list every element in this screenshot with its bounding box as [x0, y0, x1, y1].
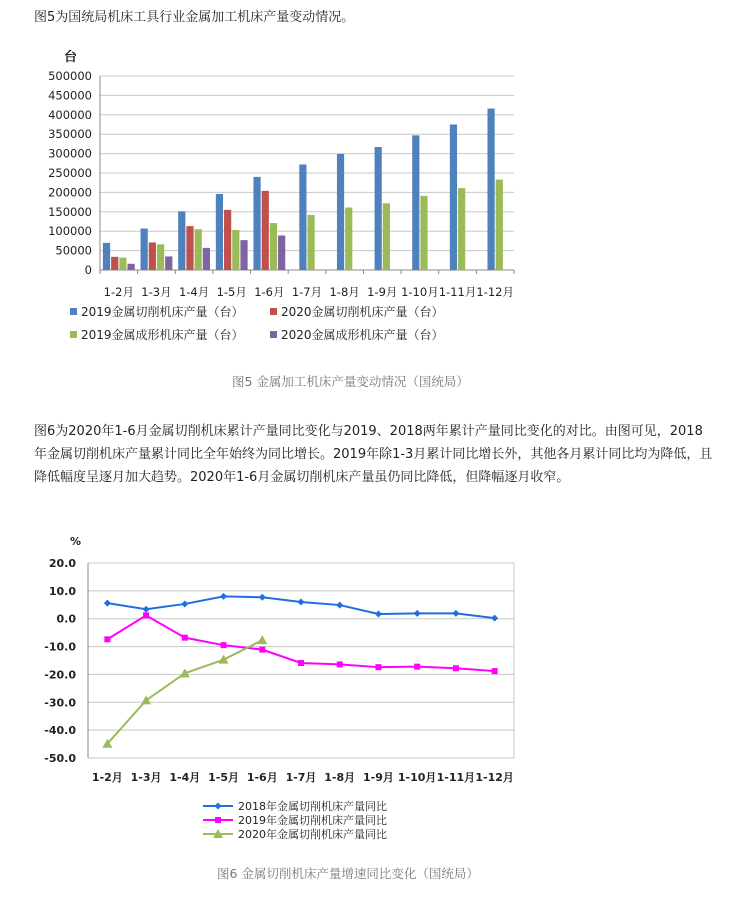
bar-chart-legend-label: 2020金属切削机床产量（台） [281, 305, 444, 319]
line-chart-marker [182, 635, 188, 641]
line-chart-marker [181, 600, 188, 607]
bar-chart-y-tick-label: 0 [84, 263, 92, 277]
line-chart-x-ticks [92, 771, 514, 784]
bar-chart-bar [450, 125, 457, 271]
line-chart-y-tick-label: -40.0 [44, 724, 76, 738]
line-chart-marker [220, 593, 227, 600]
bar-chart-x-tick-label: 1-2月 [103, 285, 134, 299]
intro-paragraph: 图5为国统局机床工具行业金属加工机床产量变动情况。 [34, 10, 355, 25]
bar-chart-bar [262, 191, 269, 270]
bar-chart-x-tick-label: 1-7月 [291, 285, 323, 299]
bar-chart-y-tick-label: 350000 [48, 127, 92, 142]
bar-chart-x-tick-label: 1-10月 [401, 285, 439, 299]
line-chart-marker [143, 612, 149, 618]
figure5-caption: 图5 金属加工机床产量变动情况（国统局） [232, 374, 469, 389]
line-chart-x-tick-label: 1-5月 [208, 771, 239, 784]
line-chart-series [102, 593, 498, 748]
line-chart-x-tick-label: 1-11月 [436, 771, 476, 784]
line-chart-x-tick-label: 1-4月 [169, 771, 201, 784]
bar-chart-bar [195, 229, 202, 270]
bar-chart-legend-swatch [70, 331, 77, 338]
bar-chart-bar [157, 244, 164, 270]
bar-chart-x-ticks [104, 285, 514, 299]
bar-chart-bar [496, 180, 503, 270]
figure6-caption: 图6 金属切削机床产量增速同比变化（国统局） [217, 866, 479, 881]
line-chart-y-tick-label: -10.0 [44, 640, 76, 654]
bar-chart-legend-swatch [270, 308, 277, 315]
line-chart-y-tick-label: 20.0 [48, 557, 76, 570]
line-chart-x-tick-label: 1-10月 [397, 771, 437, 784]
bar-chart-bar [119, 258, 126, 270]
bar-chart-bar [278, 235, 285, 270]
line-chart-marker [452, 610, 459, 617]
bar-chart-bar [186, 226, 193, 270]
line-chart-marker [104, 636, 110, 642]
bar-chart-y-tick-label: 50000 [55, 243, 92, 258]
bar-chart-legend-swatch [270, 331, 277, 338]
bar-chart-bar [375, 147, 382, 270]
bar-chart-bar [240, 240, 247, 270]
line-chart-x-tick-label: 1-8月 [324, 771, 356, 784]
bar-chart-bar [412, 135, 419, 270]
bar-chart-machine-output [0, 40, 747, 370]
line-chart-y-tick-label: -30.0 [44, 696, 76, 710]
line-chart-legend [203, 799, 387, 841]
line-chart-y-ticks [44, 557, 76, 765]
line-chart-marker [259, 594, 266, 601]
line-chart-marker [414, 664, 420, 670]
bar-chart-y-tick-label: 300000 [48, 146, 92, 161]
bar-chart-bar [111, 257, 118, 270]
bar-chart-y-tick-label: 200000 [48, 185, 92, 200]
bar-chart-bar [420, 196, 427, 270]
line-chart-marker [375, 610, 382, 617]
bar-chart-bar [308, 215, 315, 270]
line-chart-series-line [107, 640, 262, 744]
analysis-paragraph: 图6为2020年1-6月金属切削机床累计产量同比变化与2019、2018两年累计产量同比变化的对比。由图可见，2018年金属切削机床产量累计同比全年始终为同比增长。2019年除1-3月累计同比增长外，其他各月累计同比均为降低，且降低幅度呈逐月加大趋势。2020年1-6月金属切削机床产量虽仍同比降低，但降幅逐月收窄。 [34, 424, 713, 485]
bar-chart-bar [216, 194, 223, 270]
bar-chart-bar [165, 256, 172, 270]
bar-chart-bar [203, 248, 210, 270]
line-chart-x-tick-label: 1-6月 [246, 771, 278, 784]
line-chart-x-tick-label: 1-12月 [475, 771, 514, 784]
line-chart-x-tick-label: 1-7月 [285, 771, 317, 784]
bar-chart-bar [253, 177, 260, 270]
bar-chart-bar [337, 154, 344, 270]
line-chart-x-tick-label: 1-3月 [130, 771, 162, 784]
line-chart-growth-rate [0, 530, 747, 860]
bar-chart-bars [103, 109, 503, 270]
bar-chart-legend-label: 2019金属成形机床产量（台） [81, 328, 244, 342]
line-chart-marker [375, 664, 381, 670]
bar-chart-bar [299, 164, 306, 270]
bar-chart-x-tick-label: 1-3月 [141, 285, 172, 299]
bar-chart-x-tick-label: 1-9月 [367, 285, 398, 299]
bar-chart-bar [487, 109, 494, 270]
line-chart-legend-label: 2018年金属切削机床产量同比 [238, 800, 387, 813]
bar-chart-bar [141, 228, 148, 270]
line-chart-marker [298, 599, 305, 606]
line-chart-marker [259, 647, 265, 653]
line-chart-marker [219, 655, 229, 664]
bar-chart-x-tick-label: 1-8月 [329, 285, 360, 299]
bar-chart-bar [458, 188, 465, 270]
line-chart-legend-label: 2019年金属切削机床产量同比 [238, 814, 387, 827]
bar-chart-bar [224, 210, 231, 270]
line-chart-marker [215, 803, 222, 810]
line-chart-marker [257, 635, 267, 644]
line-chart-marker [337, 661, 343, 667]
bar-chart-y-tick-label: 400000 [48, 107, 92, 122]
bar-chart-x-tick-label: 1-11月 [438, 285, 477, 299]
line-chart-marker [104, 600, 111, 607]
bar-chart-x-tick-label: 1-12月 [476, 285, 514, 299]
line-chart-y-unit-label: % [70, 535, 82, 548]
bar-chart-x-tick-label: 1-5月 [216, 285, 247, 299]
bar-chart-legend-label: 2020金属成形机床产量（台） [281, 328, 444, 342]
line-chart-x-tick-label: 1-9月 [363, 771, 394, 784]
bar-chart-x-tick-label: 1-4月 [178, 285, 210, 299]
line-chart-y-tick-label: -50.0 [44, 752, 76, 765]
bar-chart-x-tick-label: 1-6月 [254, 285, 285, 299]
bar-chart-y-ticks [48, 69, 92, 277]
bar-chart-bar [383, 203, 390, 270]
line-chart-marker [221, 642, 227, 648]
line-chart-marker [453, 665, 459, 671]
bar-chart-legend [70, 304, 444, 342]
bar-chart-bar [345, 208, 352, 270]
bar-chart-y-unit-label: 台 [64, 50, 78, 65]
bar-chart-bar [103, 243, 110, 270]
line-chart-marker [336, 602, 343, 609]
bar-chart-legend-label: 2019金属切削机床产量（台） [81, 305, 244, 319]
bar-chart-legend-swatch [70, 308, 77, 315]
line-chart-marker [215, 817, 221, 823]
bar-chart-bar [128, 264, 135, 270]
bar-chart-bar [232, 230, 239, 270]
line-chart-marker [492, 668, 498, 674]
line-chart-y-tick-label: 10.0 [48, 584, 76, 598]
bar-chart-bar [149, 242, 156, 270]
line-chart-legend-label: 2020年金属切削机床产量同比 [238, 828, 387, 841]
line-chart-y-tick-label: -20.0 [44, 668, 76, 682]
line-chart-marker [143, 606, 150, 613]
line-chart-y-tick-label: 0.0 [56, 612, 76, 626]
line-chart-marker [414, 610, 421, 617]
line-chart-x-tick-label: 1-2月 [91, 771, 123, 784]
line-chart-marker [298, 660, 304, 666]
bar-chart-y-tick-label: 150000 [48, 204, 92, 219]
bar-chart-y-tick-label: 450000 [48, 88, 92, 103]
bar-chart-y-tick-label: 250000 [48, 166, 92, 180]
bar-chart-bar [270, 223, 277, 270]
bar-chart-bar [178, 211, 185, 270]
line-chart-marker [491, 615, 498, 622]
bar-chart-y-tick-label: 100000 [48, 224, 92, 239]
bar-chart-y-tick-label: 500000 [48, 69, 92, 83]
